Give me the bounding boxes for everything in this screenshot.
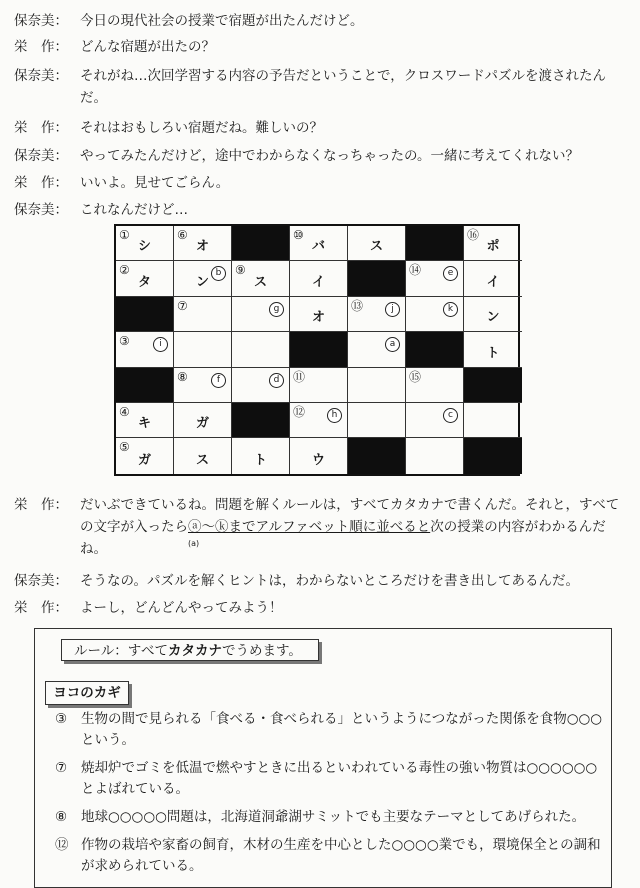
crossword-cell — [290, 226, 348, 261]
annotation-a: (a) — [188, 539, 200, 548]
dialogue-line: 保奈美： 今日の現代社会の授業で宿題が出たんだけど。 — [14, 13, 364, 29]
crossword-black-cell — [464, 368, 522, 403]
crossword-cell — [348, 297, 406, 332]
crossword-black-cell — [290, 332, 348, 367]
filled-letter: ト — [486, 345, 500, 361]
dialogue-line: 栄 作： よーし，どんどんやってみよう！ — [14, 600, 283, 616]
clue-item: ⑦ 焼却炉でゴミを低温で燃やすときに出るといわれている毒性の強い物質は○○○○○○とよばれている。 — [55, 760, 598, 797]
answer-marker: a — [385, 337, 400, 352]
clue-item: ③ 生物の間で見られる「食べる・食べられる」というようにつながった関係を食物○○○という。 — [55, 711, 603, 748]
yoko-key-title: ヨコのカギ — [45, 681, 129, 705]
crossword-cell — [290, 261, 348, 296]
filled-letter: タ — [137, 274, 151, 290]
crossword-cell — [116, 261, 174, 296]
answer-marker: d — [269, 373, 284, 388]
crossword-grid — [114, 224, 520, 476]
clue-number: ② — [119, 263, 130, 278]
clue-number: ⑨ — [235, 263, 246, 278]
filled-letter: シ — [137, 239, 151, 255]
crossword-cell — [464, 261, 522, 296]
crossword-cell — [116, 438, 174, 473]
clue-number: ① — [119, 228, 130, 242]
crossword-black-cell — [406, 226, 464, 261]
crossword-cell — [232, 261, 290, 296]
crossword-cell — [290, 438, 348, 473]
crossword-cell — [406, 297, 464, 332]
filled-letter: ト — [253, 452, 267, 468]
clue-number: ⑩ — [293, 228, 304, 242]
crossword-cell — [174, 403, 232, 438]
filled-letter: キ — [137, 416, 151, 432]
filled-letter: ポ — [486, 239, 500, 255]
crossword-black-cell — [348, 261, 406, 296]
crossword-cell — [348, 226, 406, 261]
crossword-cell — [232, 332, 290, 367]
clue-number: ⑤ — [119, 440, 130, 455]
clue-number: ⑥ — [177, 228, 188, 242]
crossword-cell — [174, 332, 232, 367]
crossword-cell — [406, 438, 464, 473]
crossword-cell — [464, 297, 522, 332]
crossword-cell — [116, 226, 174, 261]
crossword-cell — [464, 403, 522, 438]
crossword-cell — [464, 226, 522, 261]
crossword-cell — [232, 438, 290, 473]
crossword-cell — [174, 261, 232, 296]
answer-marker: h — [327, 408, 342, 423]
answer-marker: i — [153, 337, 168, 352]
crossword-black-cell — [348, 438, 406, 473]
clue-number: ⑯ — [467, 228, 480, 242]
crossword-cell — [464, 332, 522, 367]
clue-item: ⑫ 作物の栽培や家畜の飼育，木材の生産を中心とした○○○○業でも，環境保全との調和が求められている。 — [55, 837, 601, 874]
rule-box: ルール：すべてカタカナでうめます。 — [61, 639, 319, 661]
filled-letter: ン — [196, 274, 210, 290]
crossword-cell — [174, 438, 232, 473]
crossword-cell — [290, 297, 348, 332]
clue-number: ⑮ — [409, 369, 422, 384]
dialogue-line: 栄 作： それはおもしろい宿題だね。難しいの？ — [14, 120, 323, 136]
crossword-cell — [174, 297, 232, 332]
underlined-phrase: ⓐ～ⓚまでアルファベット順に並べると — [188, 519, 431, 535]
filled-letter: ン — [486, 310, 500, 326]
dialogue-line: 栄 作： だいぶできているね。問題を解くルールは，すべてカタカナで書くんだ。それと，すべての文字が入ったらⓐ～ⓚまでアルファベット順に並べると次の授業の内容がわかるんだね。 — [14, 497, 620, 557]
crossword-cell — [116, 332, 174, 367]
dialogue-line: 栄 作： いいよ。見せてごらん。 — [14, 175, 230, 191]
crossword-cell — [116, 403, 174, 438]
clue-number: ⑦ — [177, 298, 188, 313]
clue-number: ④ — [119, 405, 130, 419]
dialogue-line: 栄 作： どんな宿題が出たの？ — [14, 39, 215, 55]
filled-letter: イ — [311, 274, 325, 290]
filled-letter: ス — [195, 452, 209, 468]
clue-item: ⑧ 地球○○○○○問題は，北海道洞爺湖サミットでも主要なテーマとしてあげられた。 — [55, 809, 586, 825]
crossword-cell — [406, 403, 464, 438]
filled-letter: ス — [253, 274, 267, 290]
crossword-cell — [174, 226, 232, 261]
crossword-cell — [348, 403, 406, 438]
dialogue-line: 保奈美： これなんだけど… — [14, 202, 188, 218]
filled-letter: イ — [486, 274, 500, 290]
crossword-cell — [232, 368, 290, 403]
filled-letter: ガ — [137, 452, 151, 468]
dialogue-line: 保奈美： それがね…次回学習する内容の予告だということで，クロスワードパズルを渡されたんだ。 — [14, 68, 606, 106]
crossword-black-cell — [232, 403, 290, 438]
answer-marker: f — [211, 373, 226, 388]
filled-letter: バ — [311, 239, 325, 255]
clue-number: ⑪ — [293, 369, 306, 384]
filled-letter: ス — [369, 239, 383, 255]
crossword-black-cell — [116, 368, 174, 403]
filled-letter: オ — [311, 310, 325, 326]
clue-number: ③ — [119, 334, 130, 349]
answer-marker: c — [443, 408, 458, 423]
crossword-black-cell — [406, 332, 464, 367]
clue-number: ⑧ — [177, 369, 188, 384]
filled-letter: ウ — [311, 452, 325, 468]
clue-number: ⑭ — [409, 263, 422, 278]
filled-letter: ガ — [195, 416, 209, 432]
hints-box — [34, 628, 612, 888]
dialogue-line: 保奈美： そうなの。パズルを解くヒントは，わからないところだけを書き出してあるんだ。 — [14, 573, 579, 589]
answer-marker: k — [443, 302, 458, 317]
crossword-black-cell — [116, 297, 174, 332]
answer-marker: g — [269, 302, 284, 317]
crossword-cell — [406, 261, 464, 296]
clue-number: ⑬ — [351, 298, 364, 313]
clue-number: ⑫ — [293, 405, 306, 419]
crossword-cell — [348, 332, 406, 367]
crossword-cell — [174, 368, 232, 403]
filled-letter: オ — [195, 239, 209, 255]
answer-marker: b — [211, 266, 226, 281]
crossword-cell — [406, 368, 464, 403]
answer-marker: e — [443, 266, 458, 281]
crossword-cell — [290, 403, 348, 438]
crossword-cell — [290, 368, 348, 403]
crossword-black-cell — [464, 438, 522, 473]
crossword-cell — [348, 368, 406, 403]
crossword-cell — [232, 297, 290, 332]
crossword-black-cell — [232, 226, 290, 261]
dialogue-line: 保奈美： やってみたんだけど，途中でわからなくなっちゃったの。一緒に考えてくれない？ — [14, 148, 579, 164]
answer-marker: j — [385, 302, 400, 317]
